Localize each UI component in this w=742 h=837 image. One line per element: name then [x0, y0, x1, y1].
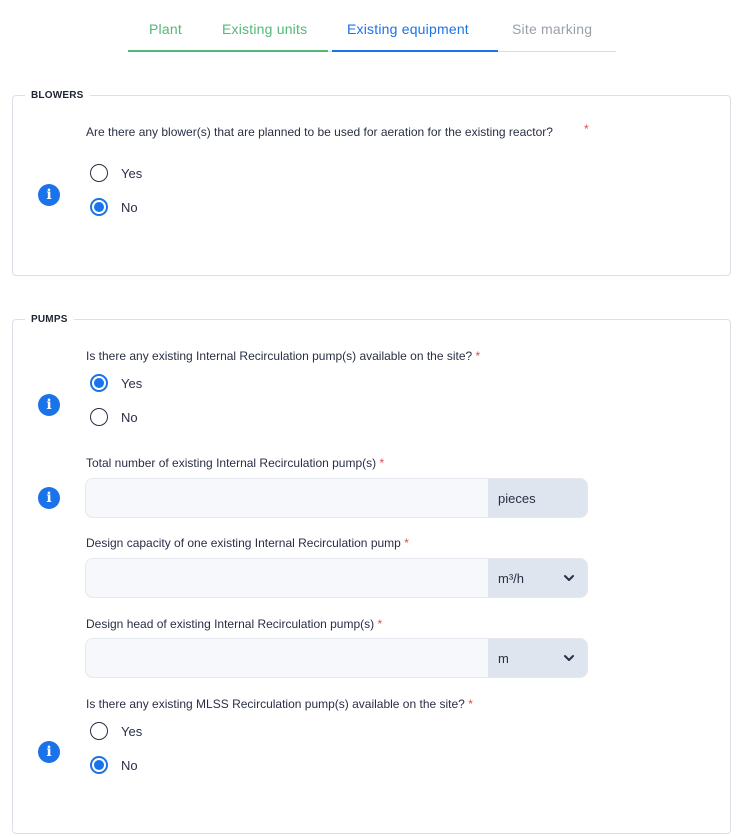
radio-circle-checked[interactable] [90, 198, 108, 216]
total-number-input[interactable] [86, 479, 486, 517]
design-capacity-field [85, 558, 588, 598]
info-icon[interactable]: i [38, 487, 60, 509]
radio-circle-checked[interactable] [90, 756, 108, 774]
radio-label: No [121, 199, 138, 215]
pumps-section [12, 314, 731, 834]
pumps-title: PUMPS [25, 314, 74, 325]
tab-existing-equipment-underline [332, 50, 498, 52]
blowers-question-text: Are there any blower(s) that are planned to be used for aeration for the existing reactor? [86, 125, 553, 139]
tab-plant[interactable]: Plant [149, 21, 182, 37]
tab-plant-underline [128, 50, 328, 52]
blowers-question [86, 125, 556, 139]
tab-site-marking[interactable]: Site marking [512, 21, 593, 37]
radio-label: Yes [121, 375, 143, 391]
chevron-down-icon [563, 573, 575, 583]
info-icon[interactable]: i [38, 741, 60, 763]
required-mark: * [475, 349, 481, 363]
design-capacity-label [86, 536, 409, 550]
design-head-field [85, 638, 588, 678]
ir-question-text: Is there any existing Internal Recirculation pump(s) available on the site? [86, 349, 473, 363]
blowers-radio-yes[interactable] [90, 162, 142, 184]
mlss-radio-no[interactable] [90, 754, 138, 776]
info-icon[interactable]: i [38, 394, 60, 416]
radio-circle-checked[interactable] [90, 374, 108, 392]
unit-label: m³/h [498, 570, 524, 586]
total-number-label [86, 456, 384, 470]
blowers-required-mark: * [584, 122, 589, 136]
radio-label: No [121, 409, 138, 425]
mlss-radio-yes[interactable] [90, 720, 142, 742]
required-mark: * [404, 536, 409, 550]
radio-label: Yes [121, 165, 143, 181]
ir-question [86, 349, 480, 363]
total-number-field [85, 478, 588, 518]
required-mark: * [377, 617, 383, 631]
design-capacity-input[interactable] [86, 559, 486, 597]
design-head-label-text: Design head of existing Internal Recirculation pump(s) [86, 617, 375, 631]
radio-label: Yes [121, 723, 143, 739]
step-tabs [128, 10, 616, 52]
unit-label: m [498, 650, 509, 666]
design-head-unit-select[interactable] [488, 639, 587, 677]
mlss-question [86, 697, 473, 711]
design-head-input[interactable] [86, 639, 486, 677]
total-number-label-text: Total number of existing Internal Recirculation pump(s) [86, 456, 377, 470]
chevron-down-icon [563, 653, 575, 663]
radio-label: No [121, 757, 138, 773]
blowers-radio-no[interactable] [90, 196, 138, 218]
required-mark: * [468, 697, 473, 711]
design-head-label [86, 617, 382, 631]
design-capacity-label-text: Design capacity of one existing Internal Recirculation pump [86, 536, 401, 550]
mlss-question-text: Is there any existing MLSS Recirculation pump(s) available on the site? [86, 697, 465, 711]
radio-circle[interactable] [90, 164, 108, 182]
blowers-title: BLOWERS [25, 90, 90, 101]
info-icon[interactable]: i [38, 184, 60, 206]
radio-circle[interactable] [90, 408, 108, 426]
ir-radio-yes[interactable] [90, 372, 142, 394]
tab-existing-units[interactable]: Existing units [222, 21, 308, 37]
design-capacity-unit-select[interactable] [488, 559, 587, 597]
unit-label: pieces [498, 490, 536, 506]
radio-circle[interactable] [90, 722, 108, 740]
tab-existing-equipment[interactable]: Existing equipment [347, 21, 469, 37]
total-number-unit [488, 479, 587, 517]
ir-radio-no[interactable] [90, 406, 138, 428]
blowers-section [12, 90, 731, 276]
required-mark: * [379, 456, 385, 470]
